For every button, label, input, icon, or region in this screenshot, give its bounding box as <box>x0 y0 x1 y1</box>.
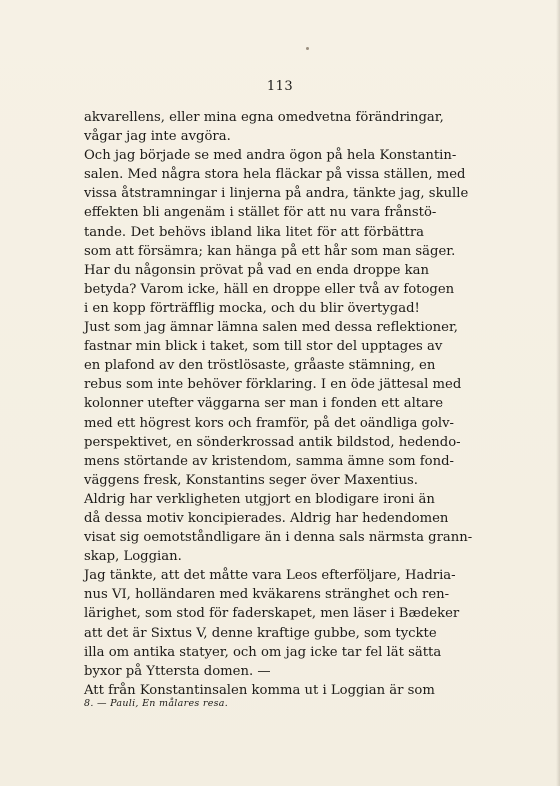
text-line: då dessa motiv koncipierades. Aldrig har hedendomen <box>84 510 449 526</box>
text-line: kolonner utefter väggarna ser man i fonden ett altare <box>84 396 444 412</box>
text-line: nus VI, holländaren med kväkarens stränghet och ren- <box>84 587 450 603</box>
text-line: en plafond av den tröstlösaste, gråaste stämning, en <box>84 358 436 374</box>
text-line: visat sig oemotståndligare än i denna sals närmsta grann- <box>84 530 473 546</box>
text-line: byxor på Yttersta domen. — <box>84 663 271 679</box>
text-line: väggens fresk, Konstantins seger över Maxentius. <box>84 472 418 488</box>
text-line: effekten bli angenäm i stället för att nu vara frånstö- <box>84 205 437 221</box>
text-line: vågar jag inte avgöra. <box>84 129 231 145</box>
text-line: Jag tänkte, att det måtte vara Leos efterföljare, Hadria- <box>84 568 456 584</box>
text-line: skap, Loggian. <box>84 549 182 565</box>
text-line: i en kopp förträfflig mocka, och du blir övertygad! <box>84 300 420 316</box>
text-line: lärighet, som stod för faderskapet, men läser i Bædeker <box>84 606 460 622</box>
printer-signature: 8. — Pauli, En målares resa. <box>84 698 229 709</box>
text-line: betyda? Varom icke, häll en droppe eller två av fotogen <box>84 281 455 297</box>
paper-speck <box>306 47 309 50</box>
text-line: fastnar min blick i taket, som till stor del upptages av <box>84 339 443 355</box>
text-line: Aldrig har verkligheten utgjort en blodigare ironi än <box>84 491 435 507</box>
text-line: salen. Med några stora hela fläckar på vissa ställen, med <box>84 167 466 183</box>
text-line: Att från Konstantinsalen komma ut i Loggian är som <box>84 682 435 698</box>
text-line: akvarellens, eller mina egna omedvetna förändringar, <box>84 110 444 125</box>
text-line: mens störtande av kristendom, samma ämne som fond- <box>84 453 454 469</box>
page-number: 113 <box>266 79 294 94</box>
text-line: tande. Det behövs ibland lika litet för att förbättra <box>84 224 424 240</box>
text-line: rebus som inte behöver förklaring. I en öde jättesal med <box>84 377 462 393</box>
text-line: som att försämra; kan hänga på ett hår som man säger. <box>84 243 456 259</box>
text-line: vissa åtstramningar i linjerna på andra, tänkte jag, skulle <box>84 186 469 202</box>
text-line: med ett högrest kors och framför, på det oändliga golv- <box>84 415 455 431</box>
text-line: illa om antika statyer, och om jag icke tar fel lät sätta <box>84 644 442 660</box>
text-line: Just som jag ämnar lämna salen med dessa reflektioner, <box>84 320 458 336</box>
text-line: Har du någonsin prövat på vad en enda droppe kan <box>84 262 430 278</box>
text-line: att det är Sixtus V, denne kraftige gubbe, som tyckte <box>84 625 437 641</box>
text-line: Och jag började se med andra ögon på hela Konstantin- <box>84 148 457 164</box>
body-text <box>84 108 473 700</box>
page-edge-shadow <box>556 0 560 786</box>
text-line: perspektivet, en sönderkrossad antik bildstod, hedendo- <box>84 434 461 450</box>
